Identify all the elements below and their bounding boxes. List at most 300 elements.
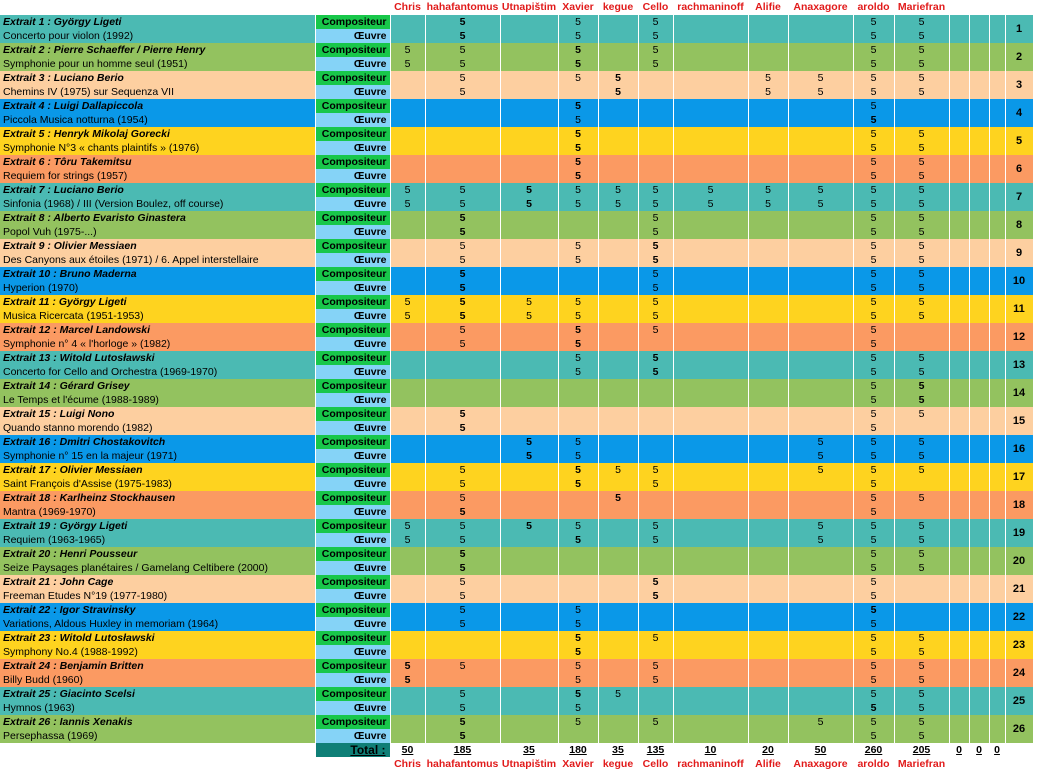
participant-header[interactable] <box>969 0 989 15</box>
participant-footer[interactable]: Chris <box>390 757 425 771</box>
score-cell[interactable]: 5 <box>788 533 853 547</box>
extract-work-cell[interactable]: Persephassa (1969) <box>0 729 315 743</box>
score-cell[interactable] <box>598 631 638 645</box>
score-cell[interactable] <box>788 729 853 743</box>
score-cell[interactable] <box>748 43 788 57</box>
score-cell[interactable]: 5 <box>853 449 894 463</box>
score-cell[interactable] <box>598 575 638 589</box>
score-cell[interactable] <box>638 155 673 169</box>
score-cell[interactable]: 5 <box>638 253 673 267</box>
score-cell[interactable] <box>598 211 638 225</box>
score-cell[interactable] <box>989 309 1005 323</box>
score-cell[interactable]: 5 <box>894 491 949 505</box>
score-cell[interactable] <box>390 71 425 85</box>
extract-number[interactable]: 1 <box>1005 15 1033 43</box>
score-cell[interactable] <box>390 631 425 645</box>
role-oeuvre-cell[interactable]: Œuvre <box>315 85 390 99</box>
score-cell[interactable] <box>748 337 788 351</box>
score-cell[interactable] <box>598 547 638 561</box>
score-cell[interactable] <box>425 365 500 379</box>
score-cell[interactable]: 5 <box>425 239 500 253</box>
score-cell[interactable] <box>598 519 638 533</box>
score-cell[interactable] <box>638 99 673 113</box>
score-cell[interactable] <box>390 351 425 365</box>
score-cell[interactable] <box>390 687 425 701</box>
extract-composer-cell[interactable]: Extrait 18 : Karlheinz Stockhausen <box>0 491 315 505</box>
score-cell[interactable]: 5 <box>894 407 949 421</box>
role-oeuvre-cell[interactable]: Œuvre <box>315 57 390 71</box>
score-cell[interactable] <box>598 477 638 491</box>
score-cell[interactable] <box>989 435 1005 449</box>
score-cell[interactable] <box>673 477 748 491</box>
score-cell[interactable] <box>598 43 638 57</box>
score-cell[interactable]: 5 <box>500 183 558 197</box>
score-cell[interactable] <box>558 379 598 393</box>
score-cell[interactable]: 5 <box>558 337 598 351</box>
total-blank-cell[interactable] <box>1005 743 1033 757</box>
score-cell[interactable] <box>989 407 1005 421</box>
score-cell[interactable]: 5 <box>894 85 949 99</box>
score-cell[interactable]: 5 <box>558 183 598 197</box>
score-cell[interactable] <box>673 575 748 589</box>
participant-header[interactable]: aroldo <box>853 0 894 15</box>
score-cell[interactable] <box>989 99 1005 113</box>
score-cell[interactable]: 5 <box>425 43 500 57</box>
score-cell[interactable]: 5 <box>558 435 598 449</box>
extract-work-cell[interactable]: Des Canyons aux étoiles (1971) / 6. Appel interstellaire <box>0 253 315 267</box>
participant-footer[interactable]: hahafantomus <box>426 757 499 770</box>
score-cell[interactable]: 5 <box>638 225 673 239</box>
score-cell[interactable] <box>673 715 748 729</box>
score-cell[interactable] <box>969 239 989 253</box>
score-cell[interactable]: 5 <box>390 519 425 533</box>
score-cell[interactable]: 5 <box>853 519 894 533</box>
role-oeuvre-cell[interactable]: Œuvre <box>315 309 390 323</box>
score-cell[interactable] <box>558 491 598 505</box>
score-cell[interactable] <box>894 99 949 113</box>
score-cell[interactable] <box>673 645 748 659</box>
score-cell[interactable] <box>748 729 788 743</box>
score-cell[interactable]: 5 <box>894 645 949 659</box>
score-cell[interactable] <box>969 113 989 127</box>
extract-number[interactable]: 6 <box>1005 155 1033 183</box>
score-cell[interactable]: 5 <box>894 673 949 687</box>
score-cell[interactable] <box>788 575 853 589</box>
score-cell[interactable] <box>969 645 989 659</box>
score-cell[interactable] <box>425 449 500 463</box>
extract-composer-cell[interactable]: Extrait 17 : Olivier Messiaen <box>0 463 315 477</box>
score-cell[interactable]: 5 <box>894 281 949 295</box>
score-cell[interactable] <box>500 575 558 589</box>
score-cell[interactable] <box>748 477 788 491</box>
score-cell[interactable] <box>500 617 558 631</box>
score-cell[interactable] <box>949 29 969 43</box>
score-cell[interactable] <box>500 393 558 407</box>
score-cell[interactable]: 5 <box>853 561 894 575</box>
score-cell[interactable]: 5 <box>638 659 673 673</box>
score-cell[interactable] <box>949 505 969 519</box>
score-cell[interactable]: 5 <box>853 141 894 155</box>
score-cell[interactable]: 5 <box>853 169 894 183</box>
score-cell[interactable] <box>673 421 748 435</box>
score-cell[interactable]: 5 <box>558 239 598 253</box>
extract-composer-cell[interactable]: Extrait 1 : György Ligeti <box>0 15 315 29</box>
score-cell[interactable] <box>788 239 853 253</box>
score-cell[interactable]: 5 <box>894 155 949 169</box>
score-cell[interactable]: 5 <box>788 85 853 99</box>
score-cell[interactable] <box>598 407 638 421</box>
role-oeuvre-cell[interactable]: Œuvre <box>315 225 390 239</box>
score-cell[interactable] <box>969 393 989 407</box>
score-cell[interactable] <box>894 421 949 435</box>
extract-work-cell[interactable]: Symphonie pour un homme seul (1951) <box>0 57 315 71</box>
score-cell[interactable]: 5 <box>638 533 673 547</box>
score-cell[interactable]: 5 <box>638 239 673 253</box>
score-cell[interactable] <box>500 421 558 435</box>
score-cell[interactable] <box>390 337 425 351</box>
score-cell[interactable] <box>673 71 748 85</box>
participant-footer[interactable] <box>969 757 989 771</box>
role-oeuvre-cell[interactable]: Œuvre <box>315 533 390 547</box>
participant-footer[interactable]: aroldo <box>853 757 894 771</box>
score-cell[interactable] <box>969 29 989 43</box>
score-cell[interactable] <box>949 645 969 659</box>
score-cell[interactable]: 5 <box>853 127 894 141</box>
score-cell[interactable]: 5 <box>853 673 894 687</box>
score-cell[interactable] <box>949 449 969 463</box>
header-blank-cell[interactable] <box>315 0 390 15</box>
score-cell[interactable] <box>989 729 1005 743</box>
role-compositeur-cell[interactable]: Compositeur <box>315 519 390 533</box>
score-cell[interactable] <box>673 561 748 575</box>
role-oeuvre-cell[interactable]: Œuvre <box>315 421 390 435</box>
score-cell[interactable]: 5 <box>853 407 894 421</box>
role-oeuvre-cell[interactable]: Œuvre <box>315 281 390 295</box>
role-oeuvre-cell[interactable]: Œuvre <box>315 337 390 351</box>
score-cell[interactable]: 5 <box>425 687 500 701</box>
score-cell[interactable]: 5 <box>390 57 425 71</box>
score-cell[interactable]: 5 <box>558 43 598 57</box>
score-cell[interactable] <box>500 365 558 379</box>
score-cell[interactable] <box>989 533 1005 547</box>
score-cell[interactable] <box>989 673 1005 687</box>
score-cell[interactable] <box>425 673 500 687</box>
score-cell[interactable]: 5 <box>894 435 949 449</box>
score-cell[interactable] <box>969 281 989 295</box>
score-cell[interactable]: 5 <box>894 295 949 309</box>
extract-number[interactable]: 3 <box>1005 71 1033 99</box>
role-oeuvre-cell[interactable]: Œuvre <box>315 477 390 491</box>
score-cell[interactable] <box>558 267 598 281</box>
score-cell[interactable] <box>949 463 969 477</box>
score-cell[interactable] <box>598 155 638 169</box>
score-cell[interactable]: 5 <box>598 463 638 477</box>
extract-number[interactable]: 5 <box>1005 127 1033 155</box>
score-cell[interactable]: 5 <box>598 71 638 85</box>
score-cell[interactable] <box>949 631 969 645</box>
score-cell[interactable] <box>894 589 949 603</box>
role-compositeur-cell[interactable]: Compositeur <box>315 71 390 85</box>
score-cell[interactable] <box>969 253 989 267</box>
score-cell[interactable] <box>673 85 748 99</box>
score-cell[interactable] <box>949 477 969 491</box>
score-cell[interactable] <box>788 281 853 295</box>
score-cell[interactable]: 5 <box>390 197 425 211</box>
extract-composer-cell[interactable]: Extrait 5 : Henryk Mikolaj Gorecki <box>0 127 315 141</box>
role-compositeur-cell[interactable]: Compositeur <box>315 323 390 337</box>
score-cell[interactable] <box>788 253 853 267</box>
score-cell[interactable] <box>500 505 558 519</box>
score-cell[interactable] <box>788 491 853 505</box>
score-cell[interactable]: 5 <box>558 477 598 491</box>
score-cell[interactable]: 5 <box>853 645 894 659</box>
score-cell[interactable] <box>949 211 969 225</box>
score-cell[interactable] <box>598 393 638 407</box>
score-cell[interactable]: 5 <box>598 183 638 197</box>
role-compositeur-cell[interactable]: Compositeur <box>315 435 390 449</box>
score-cell[interactable] <box>748 561 788 575</box>
score-cell[interactable] <box>638 141 673 155</box>
score-cell[interactable]: 5 <box>853 197 894 211</box>
score-cell[interactable] <box>949 281 969 295</box>
score-cell[interactable] <box>748 421 788 435</box>
score-cell[interactable] <box>390 379 425 393</box>
score-cell[interactable] <box>425 351 500 365</box>
score-cell[interactable]: 5 <box>425 659 500 673</box>
score-cell[interactable] <box>949 603 969 617</box>
score-cell[interactable]: 5 <box>500 449 558 463</box>
score-cell[interactable]: 5 <box>853 687 894 701</box>
role-compositeur-cell[interactable]: Compositeur <box>315 127 390 141</box>
score-cell[interactable] <box>500 211 558 225</box>
score-cell[interactable]: 5 <box>390 309 425 323</box>
role-oeuvre-cell[interactable]: Œuvre <box>315 645 390 659</box>
score-cell[interactable] <box>969 421 989 435</box>
score-cell[interactable] <box>673 57 748 71</box>
score-cell[interactable] <box>598 701 638 715</box>
score-cell[interactable] <box>989 603 1005 617</box>
score-cell[interactable] <box>989 477 1005 491</box>
extract-composer-cell[interactable]: Extrait 6 : Tôru Takemitsu <box>0 155 315 169</box>
score-cell[interactable]: 5 <box>558 253 598 267</box>
role-compositeur-cell[interactable]: Compositeur <box>315 547 390 561</box>
score-cell[interactable] <box>969 449 989 463</box>
score-cell[interactable] <box>748 547 788 561</box>
score-cell[interactable] <box>390 491 425 505</box>
extract-number[interactable]: 11 <box>1005 295 1033 323</box>
score-cell[interactable]: 5 <box>853 589 894 603</box>
role-oeuvre-cell[interactable]: Œuvre <box>315 673 390 687</box>
score-cell[interactable] <box>500 687 558 701</box>
extract-work-cell[interactable]: Popol Vuh (1975-...) <box>0 225 315 239</box>
extract-number[interactable]: 18 <box>1005 491 1033 519</box>
score-cell[interactable] <box>500 477 558 491</box>
score-cell[interactable] <box>949 71 969 85</box>
total-value[interactable]: 260 <box>853 743 894 757</box>
score-cell[interactable] <box>949 729 969 743</box>
score-cell[interactable]: 5 <box>425 211 500 225</box>
score-cell[interactable] <box>558 561 598 575</box>
score-cell[interactable] <box>673 267 748 281</box>
score-cell[interactable] <box>748 15 788 29</box>
participant-footer[interactable]: Anaxagore <box>788 757 853 771</box>
score-cell[interactable] <box>638 617 673 631</box>
score-cell[interactable] <box>949 43 969 57</box>
participant-footer[interactable]: Utnapištim <box>501 757 557 770</box>
score-cell[interactable] <box>748 281 788 295</box>
score-cell[interactable] <box>949 155 969 169</box>
score-cell[interactable] <box>598 337 638 351</box>
score-cell[interactable] <box>949 365 969 379</box>
score-cell[interactable]: 5 <box>558 29 598 43</box>
score-cell[interactable] <box>989 337 1005 351</box>
score-cell[interactable]: 5 <box>638 197 673 211</box>
extract-composer-cell[interactable]: Extrait 16 : Dmitri Chostakovitch <box>0 435 315 449</box>
score-cell[interactable]: 5 <box>425 15 500 29</box>
score-cell[interactable] <box>969 519 989 533</box>
score-cell[interactable]: 5 <box>638 575 673 589</box>
participant-header[interactable]: Cello <box>638 0 673 15</box>
role-compositeur-cell[interactable]: Compositeur <box>315 211 390 225</box>
score-cell[interactable] <box>673 673 748 687</box>
score-cell[interactable] <box>598 533 638 547</box>
score-cell[interactable] <box>989 155 1005 169</box>
total-blank-cell[interactable] <box>0 743 315 757</box>
score-cell[interactable] <box>969 533 989 547</box>
score-cell[interactable] <box>748 211 788 225</box>
score-cell[interactable]: 5 <box>390 43 425 57</box>
score-cell[interactable] <box>969 99 989 113</box>
score-cell[interactable] <box>558 505 598 519</box>
score-cell[interactable]: 5 <box>853 435 894 449</box>
extract-work-cell[interactable]: Requiem for strings (1957) <box>0 169 315 183</box>
score-cell[interactable] <box>598 323 638 337</box>
score-cell[interactable] <box>949 435 969 449</box>
score-cell[interactable] <box>638 71 673 85</box>
score-cell[interactable]: 5 <box>673 197 748 211</box>
score-cell[interactable]: 5 <box>853 85 894 99</box>
score-cell[interactable] <box>500 281 558 295</box>
score-cell[interactable] <box>390 477 425 491</box>
score-cell[interactable]: 5 <box>788 183 853 197</box>
role-compositeur-cell[interactable]: Compositeur <box>315 603 390 617</box>
score-cell[interactable]: 5 <box>558 197 598 211</box>
score-cell[interactable] <box>788 701 853 715</box>
score-cell[interactable] <box>673 687 748 701</box>
score-cell[interactable] <box>390 715 425 729</box>
score-cell[interactable] <box>788 99 853 113</box>
score-cell[interactable] <box>673 491 748 505</box>
total-label[interactable]: Total : <box>315 743 390 757</box>
extract-composer-cell[interactable]: Extrait 9 : Olivier Messiaen <box>0 239 315 253</box>
score-cell[interactable] <box>558 575 598 589</box>
extract-work-cell[interactable]: Variations, Aldous Huxley in memoriam (1964) <box>0 617 315 631</box>
score-cell[interactable]: 5 <box>500 309 558 323</box>
score-cell[interactable] <box>598 659 638 673</box>
score-cell[interactable] <box>748 533 788 547</box>
extract-number[interactable]: 21 <box>1005 575 1033 603</box>
role-compositeur-cell[interactable]: Compositeur <box>315 183 390 197</box>
score-cell[interactable]: 5 <box>894 463 949 477</box>
score-cell[interactable] <box>989 225 1005 239</box>
score-cell[interactable]: 5 <box>894 393 949 407</box>
score-cell[interactable]: 5 <box>425 323 500 337</box>
score-cell[interactable] <box>425 169 500 183</box>
footer-blank-cell[interactable] <box>0 757 315 771</box>
score-cell[interactable] <box>788 337 853 351</box>
role-oeuvre-cell[interactable]: Œuvre <box>315 505 390 519</box>
extract-number[interactable]: 8 <box>1005 211 1033 239</box>
score-cell[interactable]: 5 <box>853 715 894 729</box>
score-cell[interactable] <box>748 155 788 169</box>
score-cell[interactable] <box>500 85 558 99</box>
role-oeuvre-cell[interactable]: Œuvre <box>315 701 390 715</box>
score-cell[interactable] <box>673 113 748 127</box>
score-cell[interactable] <box>390 617 425 631</box>
score-cell[interactable] <box>969 491 989 505</box>
score-cell[interactable] <box>598 351 638 365</box>
extract-work-cell[interactable]: Hymnos (1963) <box>0 701 315 715</box>
score-cell[interactable] <box>638 379 673 393</box>
score-cell[interactable] <box>673 15 748 29</box>
score-cell[interactable] <box>949 421 969 435</box>
score-cell[interactable]: 5 <box>425 547 500 561</box>
score-cell[interactable] <box>969 407 989 421</box>
extract-composer-cell[interactable]: Extrait 8 : Alberto Evaristo Ginastera <box>0 211 315 225</box>
score-cell[interactable]: 5 <box>425 589 500 603</box>
total-value[interactable]: 185 <box>425 743 500 757</box>
score-cell[interactable]: 5 <box>558 659 598 673</box>
score-cell[interactable]: 5 <box>425 295 500 309</box>
role-compositeur-cell[interactable]: Compositeur <box>315 239 390 253</box>
score-cell[interactable] <box>748 127 788 141</box>
score-cell[interactable] <box>748 673 788 687</box>
score-cell[interactable] <box>638 449 673 463</box>
score-cell[interactable] <box>673 337 748 351</box>
score-cell[interactable] <box>969 365 989 379</box>
score-cell[interactable]: 5 <box>853 729 894 743</box>
score-cell[interactable] <box>638 547 673 561</box>
score-cell[interactable] <box>969 141 989 155</box>
score-cell[interactable]: 5 <box>558 701 598 715</box>
participant-header[interactable]: Chris <box>390 0 425 15</box>
score-cell[interactable] <box>969 197 989 211</box>
score-cell[interactable] <box>598 113 638 127</box>
participant-header[interactable]: Utnapištim <box>501 1 557 13</box>
score-cell[interactable]: 5 <box>558 295 598 309</box>
score-cell[interactable] <box>500 323 558 337</box>
score-cell[interactable] <box>673 589 748 603</box>
extract-work-cell[interactable]: Requiem (1963-1965) <box>0 533 315 547</box>
extract-work-cell[interactable]: Symphonie n° 15 en la majeur (1971) <box>0 449 315 463</box>
extract-work-cell[interactable]: Symphonie n° 4 « l'horloge » (1982) <box>0 337 315 351</box>
score-cell[interactable] <box>638 729 673 743</box>
score-cell[interactable] <box>500 169 558 183</box>
score-cell[interactable] <box>500 71 558 85</box>
score-cell[interactable] <box>390 421 425 435</box>
score-cell[interactable]: 5 <box>558 673 598 687</box>
role-compositeur-cell[interactable]: Compositeur <box>315 463 390 477</box>
score-cell[interactable] <box>425 435 500 449</box>
score-cell[interactable]: 5 <box>425 29 500 43</box>
score-cell[interactable] <box>500 533 558 547</box>
score-cell[interactable] <box>894 617 949 631</box>
score-cell[interactable]: 5 <box>558 141 598 155</box>
participant-header[interactable] <box>989 0 1005 15</box>
score-cell[interactable] <box>788 505 853 519</box>
score-cell[interactable]: 5 <box>894 659 949 673</box>
score-cell[interactable] <box>558 225 598 239</box>
